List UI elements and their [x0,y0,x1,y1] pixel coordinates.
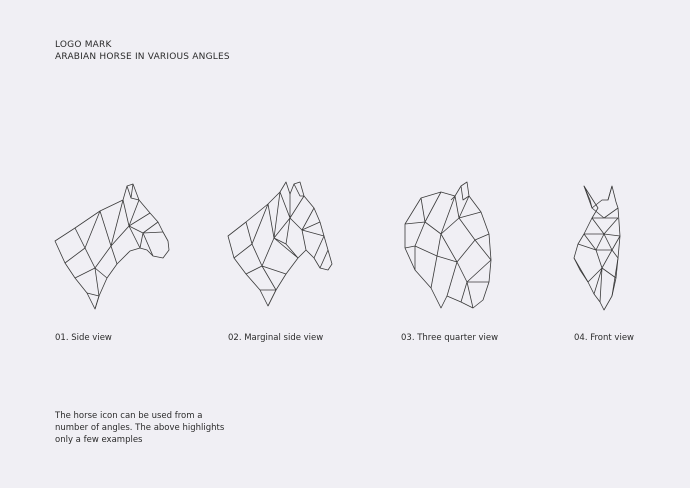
view-side [55,178,225,348]
horse-marginal-side-icon [228,178,398,328]
caption-marginal-side: 02. Marginal side view [228,333,324,343]
caption-front: 04. Front view [574,333,634,343]
caption-three-quarter: 03. Three quarter view [401,333,499,343]
horse-front-icon [574,178,690,328]
view-marginal-side [228,178,398,348]
view-front [574,178,690,348]
header-title: LOGO MARK [55,40,112,50]
horse-three-quarter-icon [401,178,571,328]
view-three-quarter [401,178,571,348]
horse-side-icon [55,178,225,328]
description-note: The horse icon can be used from a number of angles. The above highlights only a few examples [55,411,225,445]
header-subtitle: ARABIAN HORSE IN VARIOUS ANGLES [55,52,230,62]
caption-side: 01. Side view [55,333,112,343]
